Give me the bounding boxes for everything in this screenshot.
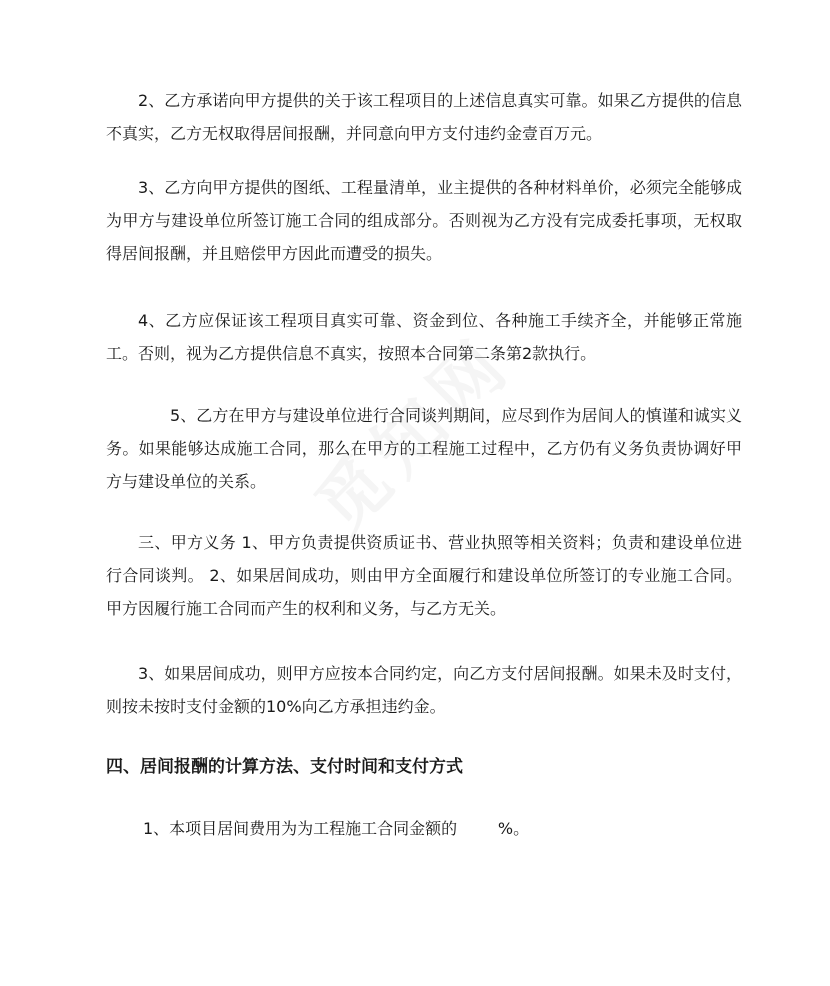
- paragraph-clause-3: 3、乙方向甲方提供的图纸、工程量清单，业主提供的各种材料单价，必须完全能够成为甲方与建设单位所签订施工合同的组成部分。否则视为乙方没有完成委托事项，无权取得居间报酬，并且赔偿甲方因此而遭受的损失。: [106, 178, 742, 263]
- paragraph-party-a-obligations: 三、甲方义务 1、甲方负责提供资质证书、营业执照等相关资料；负责和建设单位进行合同谈判。 2、如果居间成功，则由甲方全面履行和建设单位所签订的专业施工合同。甲方因履行施工合同而产生的权利和义务，与乙方无关。: [106, 533, 742, 618]
- paragraph-party-a-clause-3: 3、如果居间成功，则甲方应按本合同约定，向乙方支付居间报酬。如果未及时支付，则按未按时支付金额的10%向乙方承担违约金。: [106, 664, 742, 716]
- paragraph-clause-2: 2、乙方承诺向甲方提供的关于该工程项目的上述信息真实可靠。如果乙方提供的信息不真实，乙方无权取得居间报酬，并同意向甲方支付违约金壹百万元。: [106, 91, 742, 143]
- section-heading: 四、居间报酬的计算方法、支付时间和支付方式: [106, 757, 463, 777]
- section-item-1: 1、本项目居间费用为为工程施工合同金额的 %。: [143, 819, 530, 838]
- paragraph-clause-4: 4、乙方应保证该工程项目真实可靠、资金到位、各种施工手续齐全，并能够正常施工。否则，视为乙方提供信息不真实，按照本合同第二条第2款执行。: [106, 311, 742, 363]
- paragraph-clause-5: 5、乙方在甲方与建设单位进行合同谈判期间，应尽到作为居间人的慎谨和诚实义务。如果能够达成施工合同，那么在甲方的工程施工过程中，乙方仍有义务负责协调好甲方与建设单位的关系。: [106, 406, 742, 491]
